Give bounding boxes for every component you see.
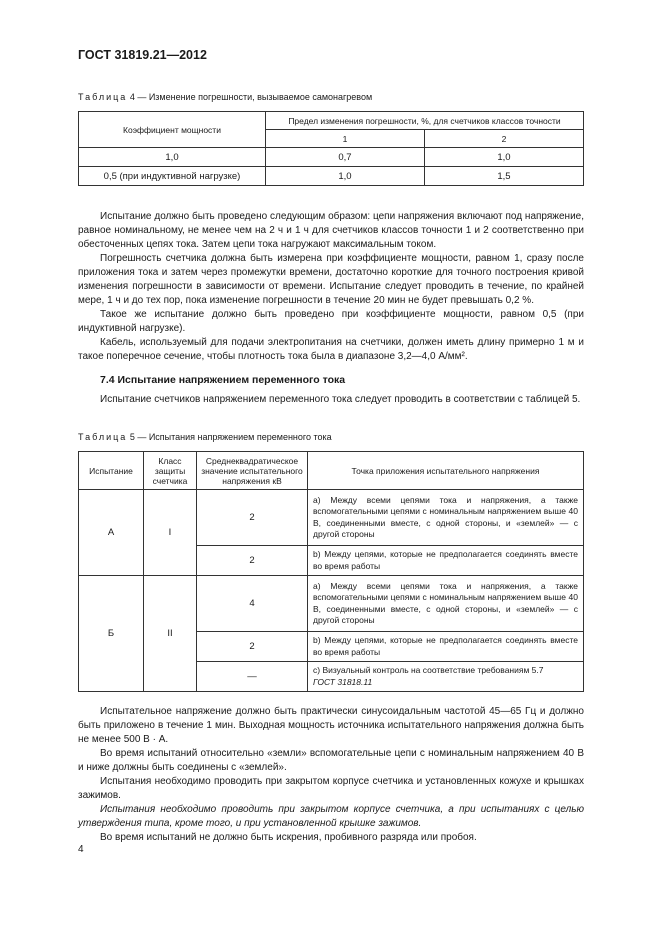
table-row: [79, 576, 584, 632]
page-number: 4: [78, 844, 84, 855]
paragraph: Испытание счетчиков напряжением переменного тока следует проводить в соответствии с таблицей 5.: [100, 394, 581, 405]
table5-header-voltage: Среднеквадратическое значение испытательного напряжения кВ: [197, 452, 308, 490]
table5-group-a: А: [79, 490, 144, 576]
table5-description: b) Между цепями, которые не предполагается соединять вместе во время работы: [308, 632, 584, 662]
table5-class-b: II: [144, 576, 197, 692]
table4-caption-label: Таблица: [78, 92, 128, 102]
table5-description: [308, 662, 584, 692]
body-text-block-2: [78, 705, 584, 845]
body-text-block-1: [78, 210, 584, 364]
table5-description: а) Между всеми цепями тока и напряжения, а также вспомогательными цепями с номинальным напряжением выше 40 В, соединенными вместе, с одной стороны, и «землей» — с другой стороны: [308, 576, 584, 632]
table5-caption-text: 5 — Испытания напряжением переменного тока: [129, 432, 332, 442]
table4-header-power-factor: Коэффициент мощности: [79, 112, 266, 148]
table4-caption-text: 4 — Изменение погрешности, вызываемое самонагревом: [129, 92, 373, 102]
table5-description: b) Между цепями, которые не предполагается соединять вместе во время работы: [308, 546, 584, 576]
table5-voltage-cell: 2: [197, 632, 308, 662]
table5-voltage-cell: 2: [197, 546, 308, 576]
table5-caption-label: Таблица: [78, 432, 128, 442]
table-cell: 1,0: [266, 167, 425, 186]
paragraph: Такое же испытание должно быть проведено при коэффициенте мощности, равном 0,5 (при индуктивной нагрузке).: [78, 309, 584, 334]
section-title: 7.4 Испытание напряжением переменного тока: [100, 374, 346, 386]
table5-header-point: Точка приложения испытательного напряжения: [308, 452, 584, 490]
table4-header-limit: Предел изменения погрешности, %, для счетчиков классов точности: [266, 112, 584, 130]
table5: [78, 451, 584, 692]
table5-caption: [78, 432, 332, 442]
table5-header-test: Испытание: [79, 452, 144, 490]
paragraph: Испытательное напряжение должно быть практически синусоидальным частотой 45—65 Гц и должно быть приложено в течение 1 мин. Выходная мощность источника испытательного напряжения должна быть не менее 500 В · А.: [78, 706, 584, 745]
section-intro: [78, 393, 584, 407]
table-cell: 1,0: [424, 148, 583, 167]
table-cell: 0,7: [266, 148, 425, 167]
table5-description-text: с) Визуальный контроль на соответствие требованиям 5.7: [313, 665, 544, 675]
italic-paragraph: Испытания необходимо проводить при закрытом корпусе счетчика, а при испытаниях с целью утверждения типа, кроме того, и при установленной крышке зажимов.: [78, 804, 584, 829]
table-row: [79, 490, 584, 546]
table-row: [79, 167, 584, 186]
paragraph: Испытание должно быть проведено следующим образом: цепи напряжения включают под напряжение, равное номинальному, не менее чем на 2 ч и 1 ч для счетчиков классов точности 1 и 2 соответственно при обесточенных цепях тока. Затем цепи тока нагружают максимальным током.: [78, 211, 584, 250]
paragraph: Во время испытаний не должно быть искрения, пробивного разряда или пробоя.: [100, 832, 477, 843]
table4-subheader-class1: 1: [266, 130, 425, 148]
table4-caption: [78, 92, 372, 102]
paragraph: Погрешность счетчика должна быть измерена при коэффициенте мощности, равном 1, сразу после приложения тока и затем через промежутки времени, достаточно короткие для точного построения кривой изменения погрешности в зависимости от времени. Испытание следует проводить в течение, по крайней мере, 1 ч и до тех пор, пока изменение погрешности в течение 20 мин не будет превышать 0,2 %.: [78, 253, 584, 306]
paragraph: Испытания необходимо проводить при закрытом корпусе счетчика и установленных кожухе и крышках зажимов.: [78, 776, 584, 801]
table5-class-a: I: [144, 490, 197, 576]
table5-standard-ref: ГОСТ 31818.11: [313, 676, 373, 687]
table-row: [79, 148, 584, 167]
document-header: ГОСТ 31819.21—2012: [78, 48, 207, 62]
table5-voltage-cell: 4: [197, 576, 308, 632]
paragraph: Кабель, используемый для подачи электропитания на счетчики, должен иметь длину примерно 1 м и такое поперечное сечение, чтобы плотность тока была в диапазоне 3,2—4,0 А/мм².: [78, 337, 584, 362]
paragraph: Во время испытаний относительно «земли» вспомогательные цепи с номинальным напряжением 40 В и ниже должны быть соединены с «землей».: [78, 748, 584, 773]
table5-header-class: Класс защиты счетчика: [144, 452, 197, 490]
table4-subheader-class2: 2: [424, 130, 583, 148]
table5-description: а) Между всеми цепями тока и напряжения, а также вспомогательными цепями с номинальным напряжением выше 40 В, соединенными вместе, с одной стороны, и «землей» — с другой стороны: [308, 490, 584, 546]
table-cell: 1,5: [424, 167, 583, 186]
table-cell: 1,0: [79, 148, 266, 167]
table5-header-row: [79, 452, 584, 490]
table5-voltage-cell: —: [197, 662, 308, 692]
table4: [78, 111, 584, 186]
table-cell: 0,5 (при индуктивной нагрузке): [79, 167, 266, 186]
table5-voltage-cell: 2: [197, 490, 308, 546]
table5-group-b: Б: [79, 576, 144, 692]
